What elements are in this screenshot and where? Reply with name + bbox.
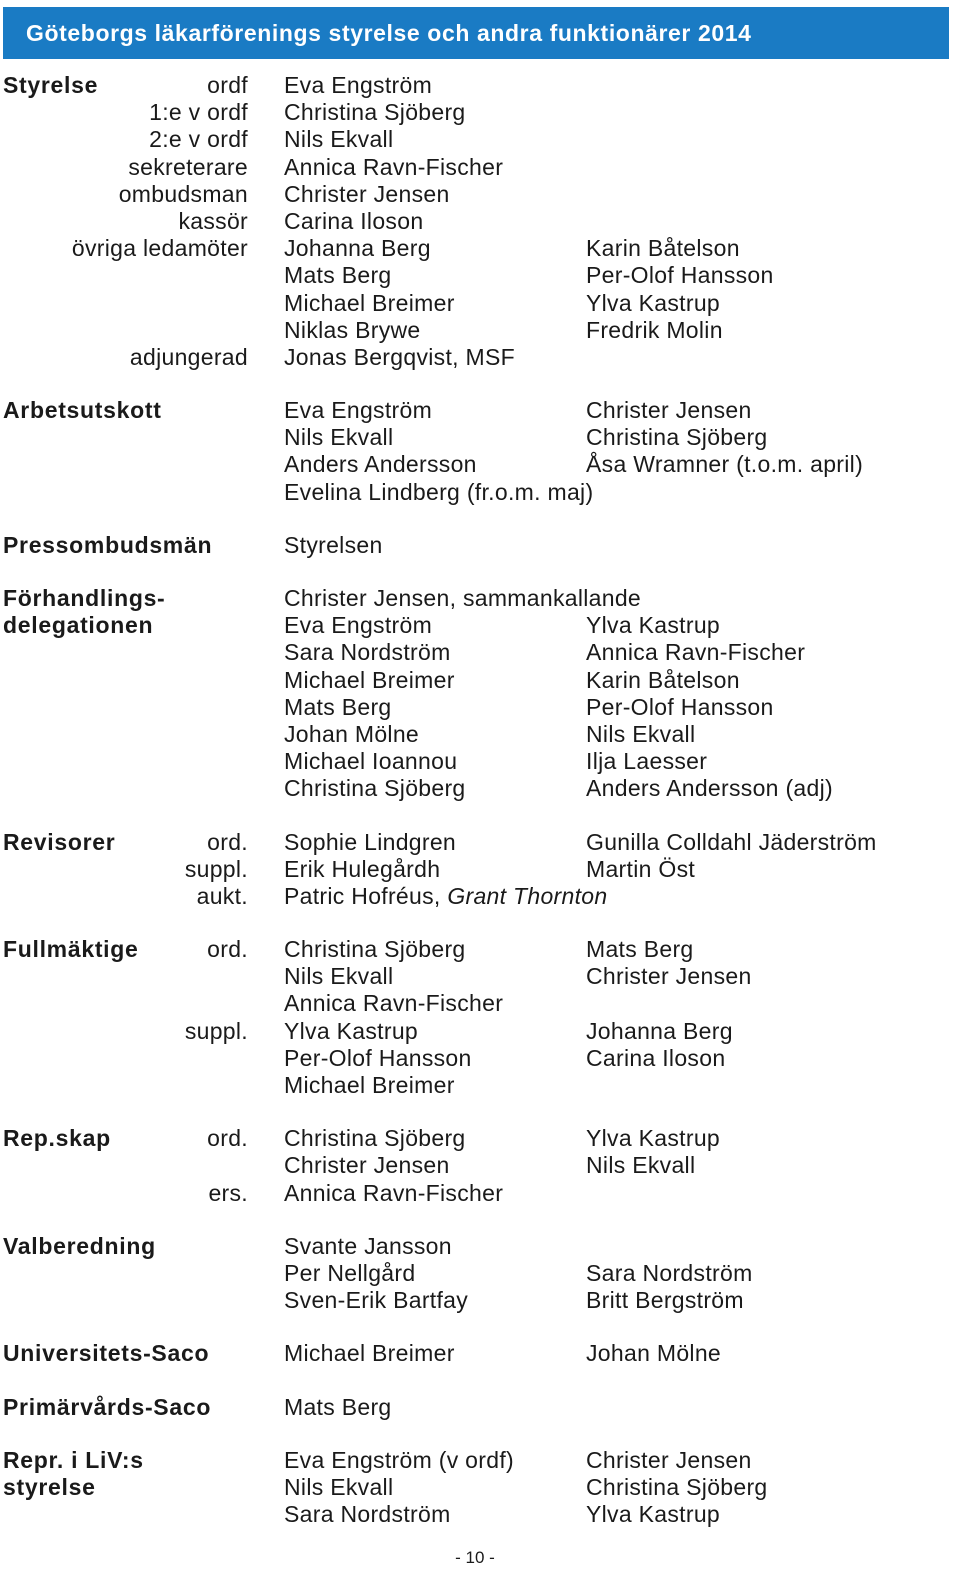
- section-row: [0, 694, 960, 721]
- section-row: [0, 667, 960, 694]
- member-name-text: Christina Sjöberg: [284, 775, 466, 802]
- role-label: ord.: [207, 828, 248, 855]
- section-row: [0, 721, 960, 748]
- section-row: [0, 99, 960, 126]
- member-name: [284, 181, 450, 208]
- section-title: Valberedning: [3, 1232, 156, 1259]
- member-name: [284, 936, 466, 963]
- member-name: [284, 235, 431, 262]
- section-arbetsutskott: [0, 397, 960, 506]
- section-title: Universitets-Saco: [3, 1340, 210, 1367]
- section-row: [0, 1447, 960, 1474]
- member-name-text: Annica Ravn-Fischer: [284, 1179, 504, 1206]
- member-name: [284, 694, 392, 721]
- member-name: Martin Öst: [586, 855, 696, 882]
- member-name-text: Christina Sjöberg: [284, 936, 466, 963]
- section-row: [0, 639, 960, 666]
- member-name: [284, 424, 393, 451]
- section-row: [0, 344, 960, 371]
- section-row: [0, 451, 960, 478]
- section-primarvards-saco: [0, 1394, 960, 1421]
- member-name: [284, 317, 421, 344]
- member-name-text: Ylva Kastrup: [284, 1017, 418, 1044]
- member-name-text: Per Nellgård: [284, 1259, 416, 1286]
- section-row: [0, 1501, 960, 1528]
- section-title: Förhandlings-: [3, 585, 166, 611]
- member-name-text: Nils Ekvall: [284, 1473, 394, 1500]
- member-name: Karin Båtelson: [586, 235, 740, 262]
- member-name-text: Michael Breimer: [284, 1340, 455, 1367]
- role-label: kassör: [178, 207, 248, 234]
- member-name: Christer Jensen: [586, 1446, 752, 1473]
- member-name: Ylva Kastrup: [586, 289, 720, 316]
- member-name: [284, 1018, 418, 1045]
- member-name: Ilja Laesser: [586, 748, 708, 775]
- member-name-text: Johanna Berg: [284, 235, 431, 262]
- member-name-text: Christer Jensen: [284, 1152, 450, 1179]
- member-name: Karin Båtelson: [586, 666, 740, 693]
- member-name: Anders Andersson (adj): [586, 775, 833, 802]
- section-row: [0, 181, 960, 208]
- section-row: [0, 1045, 960, 1072]
- member-name: [284, 667, 455, 694]
- member-name: Ylva Kastrup: [586, 1501, 720, 1528]
- section-row: [0, 1180, 960, 1207]
- role-label: ordf: [207, 72, 248, 98]
- member-name: Åsa Wramner (t.o.m. april): [586, 451, 864, 478]
- section-title: Primärvårds-Saco: [3, 1393, 212, 1420]
- member-name-text: Svante Jansson: [284, 1232, 452, 1259]
- member-name: [284, 1233, 452, 1260]
- member-name: Gunilla Colldahl Jäderström: [586, 828, 877, 855]
- member-name-text: Niklas Brywe: [284, 316, 421, 343]
- member-name: [284, 344, 515, 371]
- member-name-text: Annica Ravn-Fischer: [284, 153, 504, 180]
- section-row: [0, 1287, 960, 1314]
- member-name-text: Michael Breimer: [284, 666, 455, 693]
- member-name-text: Michael Breimer: [284, 289, 455, 316]
- section-row: [0, 1394, 960, 1421]
- member-name: [284, 1152, 450, 1179]
- member-name: [284, 612, 432, 639]
- member-name: Christina Sjöberg: [586, 424, 768, 451]
- member-name-text: Christer Jensen: [284, 180, 450, 207]
- member-name: [284, 532, 383, 559]
- section-repr-livs-styrelse: [0, 1447, 960, 1529]
- firm-name: Grant Thornton: [447, 882, 608, 909]
- member-name: Johan Mölne: [586, 1340, 721, 1367]
- role-label: ers.: [208, 1179, 248, 1206]
- section-pressombudsman: [0, 532, 960, 559]
- member-name: Christer Jensen: [586, 963, 752, 990]
- section-title: Rep.skap: [3, 1125, 111, 1152]
- member-name: [284, 856, 440, 883]
- member-name-text: Carina Iloson: [284, 207, 424, 234]
- member-name-text: Johan Mölne: [284, 720, 419, 747]
- member-name-text: Eva Engström: [284, 397, 433, 424]
- section-row: [0, 479, 960, 506]
- member-name-text: Eva Engström (v ordf): [284, 1446, 514, 1473]
- role-label: 2:e v ordf: [149, 126, 248, 153]
- section-row: [0, 829, 960, 856]
- role-label: suppl.: [184, 1017, 248, 1044]
- member-name: Mats Berg: [586, 936, 694, 963]
- member-name: [284, 1394, 392, 1421]
- section-row: [0, 1018, 960, 1045]
- member-name: [284, 1072, 455, 1099]
- member-name-text: Jonas Bergqvist, MSF: [284, 343, 515, 370]
- section-row: [0, 990, 960, 1017]
- member-name: [284, 1340, 455, 1367]
- member-name-text: Mats Berg: [284, 262, 392, 289]
- member-name: Annica Ravn-Fischer: [586, 639, 806, 666]
- role-label: ombudsman: [118, 180, 248, 207]
- section-forhandlingsdelegationen: [0, 585, 960, 803]
- member-name: [284, 829, 456, 856]
- section-row: [0, 532, 960, 559]
- section-row: [0, 1125, 960, 1152]
- section-repskap: [0, 1125, 960, 1207]
- member-name: [284, 1474, 393, 1501]
- section-row: [0, 883, 960, 910]
- member-name-text: Eva Engström: [284, 612, 433, 639]
- member-name: [284, 1045, 472, 1072]
- member-name: [284, 883, 607, 910]
- member-name: [284, 1125, 466, 1152]
- member-name-text: Christer Jensen, sammankallande: [284, 585, 642, 611]
- member-name-text: Annica Ravn-Fischer: [284, 990, 504, 1017]
- section-title-line2: delegationen: [3, 612, 154, 639]
- member-name-text: Christina Sjöberg: [284, 1125, 466, 1152]
- member-name: Nils Ekvall: [586, 1152, 696, 1179]
- member-name-text: Michael Breimer: [284, 1072, 455, 1098]
- member-name-text: Anders Andersson: [284, 451, 477, 478]
- section-row: [0, 1340, 960, 1367]
- section-row: [0, 1072, 960, 1099]
- section-universitets-saco: [0, 1340, 960, 1367]
- role-label: ord.: [207, 936, 248, 963]
- section-row: [0, 963, 960, 990]
- section-row: [0, 126, 960, 153]
- member-name: [284, 585, 641, 612]
- member-name: [284, 451, 477, 478]
- role-label: 1:e v ordf: [149, 99, 248, 126]
- member-name: [284, 1260, 415, 1287]
- role-label: aukt.: [196, 882, 248, 909]
- member-name: [284, 262, 392, 289]
- page-title: Göteborgs läkarförenings styrelse och andra funktionärer 2014: [26, 20, 752, 46]
- member-name: Britt Bergström: [586, 1287, 744, 1314]
- member-name-text: Eva Engström: [284, 72, 433, 98]
- member-name: [284, 721, 419, 748]
- section-row: [0, 1474, 960, 1501]
- member-name: Christina Sjöberg: [586, 1473, 768, 1500]
- member-name-text: Sophie Lindgren: [284, 828, 457, 855]
- member-name: Ylva Kastrup: [586, 612, 720, 639]
- section-styrelse: [0, 72, 960, 371]
- member-name: [284, 208, 423, 235]
- member-name: [284, 1287, 468, 1314]
- section-fullmaktige: [0, 936, 960, 1099]
- member-name: [284, 990, 503, 1017]
- member-name-text: Nils Ekvall: [284, 424, 394, 451]
- member-name: [284, 154, 503, 181]
- member-name: [284, 639, 451, 666]
- member-name-text: Erik Hulegårdh: [284, 855, 441, 882]
- section-row: [0, 748, 960, 775]
- member-name: [284, 1501, 451, 1528]
- section-row: [0, 1152, 960, 1179]
- member-name: Sara Nordström: [586, 1259, 753, 1286]
- role-label: adjungerad: [129, 343, 248, 370]
- section-valberedning: [0, 1233, 960, 1315]
- section-row: [0, 208, 960, 235]
- member-name: [284, 963, 393, 990]
- member-name-text: Mats Berg: [284, 693, 392, 720]
- role-label: suppl.: [184, 855, 248, 882]
- section-row: [0, 775, 960, 802]
- member-name-text: Nils Ekvall: [284, 126, 394, 153]
- section-title: Pressombudsmän: [3, 531, 213, 558]
- section-revisorer: [0, 829, 960, 911]
- member-name-text: Michael Ioannou: [284, 748, 458, 775]
- section-row: [0, 1260, 960, 1287]
- section-row: [0, 317, 960, 344]
- section-title: Fullmäktige: [3, 936, 139, 963]
- member-name-text: Mats Berg: [284, 1393, 392, 1420]
- section-row: [0, 290, 960, 317]
- member-name: [284, 290, 455, 317]
- member-name: Carina Iloson: [586, 1044, 726, 1071]
- member-name: [284, 1447, 514, 1474]
- officials-list: [0, 72, 960, 1554]
- member-name-text: Christina Sjöberg: [284, 99, 466, 126]
- member-name-text: Patric Hofréus,: [284, 882, 441, 909]
- page-header: [3, 7, 949, 59]
- role-label: övriga ledamöter: [71, 235, 248, 262]
- member-name: [284, 479, 593, 506]
- section-title: Styrelse: [3, 72, 99, 98]
- member-name-text: Sara Nordström: [284, 639, 451, 666]
- member-name: Per-Olof Hansson: [586, 262, 774, 289]
- member-name: [284, 748, 457, 775]
- member-name: [284, 72, 432, 99]
- member-name: Christer Jensen: [586, 397, 752, 424]
- section-row: [0, 72, 960, 99]
- section-row: [0, 424, 960, 451]
- section-row: [0, 612, 960, 639]
- section-row: [0, 397, 960, 424]
- member-name: Nils Ekvall: [586, 720, 696, 747]
- section-title-line2: styrelse: [3, 1473, 96, 1500]
- page-number: - 10 -: [455, 1548, 495, 1567]
- member-name-text: Per-Olof Hansson: [284, 1044, 472, 1071]
- member-name: [284, 397, 432, 424]
- member-name: [284, 126, 393, 153]
- member-name: Ylva Kastrup: [586, 1125, 720, 1152]
- section-row: [0, 235, 960, 262]
- member-name-text: Sara Nordström: [284, 1501, 451, 1528]
- member-name: [284, 1180, 503, 1207]
- member-name-text: Evelina Lindberg (fr.o.m. maj): [284, 478, 594, 505]
- member-name: Fredrik Molin: [586, 316, 723, 343]
- section-row: [0, 936, 960, 963]
- section-title: Arbetsutskott: [3, 397, 162, 424]
- role-label: sekreterare: [128, 153, 248, 180]
- section-row: [0, 856, 960, 883]
- member-name-text: Sven-Erik Bartfay: [284, 1287, 469, 1314]
- section-row: [0, 262, 960, 289]
- member-name: [284, 775, 466, 802]
- member-name: Per-Olof Hansson: [586, 693, 774, 720]
- role-label: ord.: [207, 1125, 248, 1152]
- member-name: Johanna Berg: [586, 1017, 733, 1044]
- member-name-text: Nils Ekvall: [284, 963, 394, 990]
- member-name-text: Styrelsen: [284, 531, 383, 558]
- section-title: Revisorer: [3, 828, 116, 855]
- section-row: [0, 154, 960, 181]
- section-row: [0, 1233, 960, 1260]
- section-row: [0, 585, 960, 612]
- member-name: [284, 99, 466, 126]
- section-title: Repr. i LiV:s: [3, 1446, 144, 1473]
